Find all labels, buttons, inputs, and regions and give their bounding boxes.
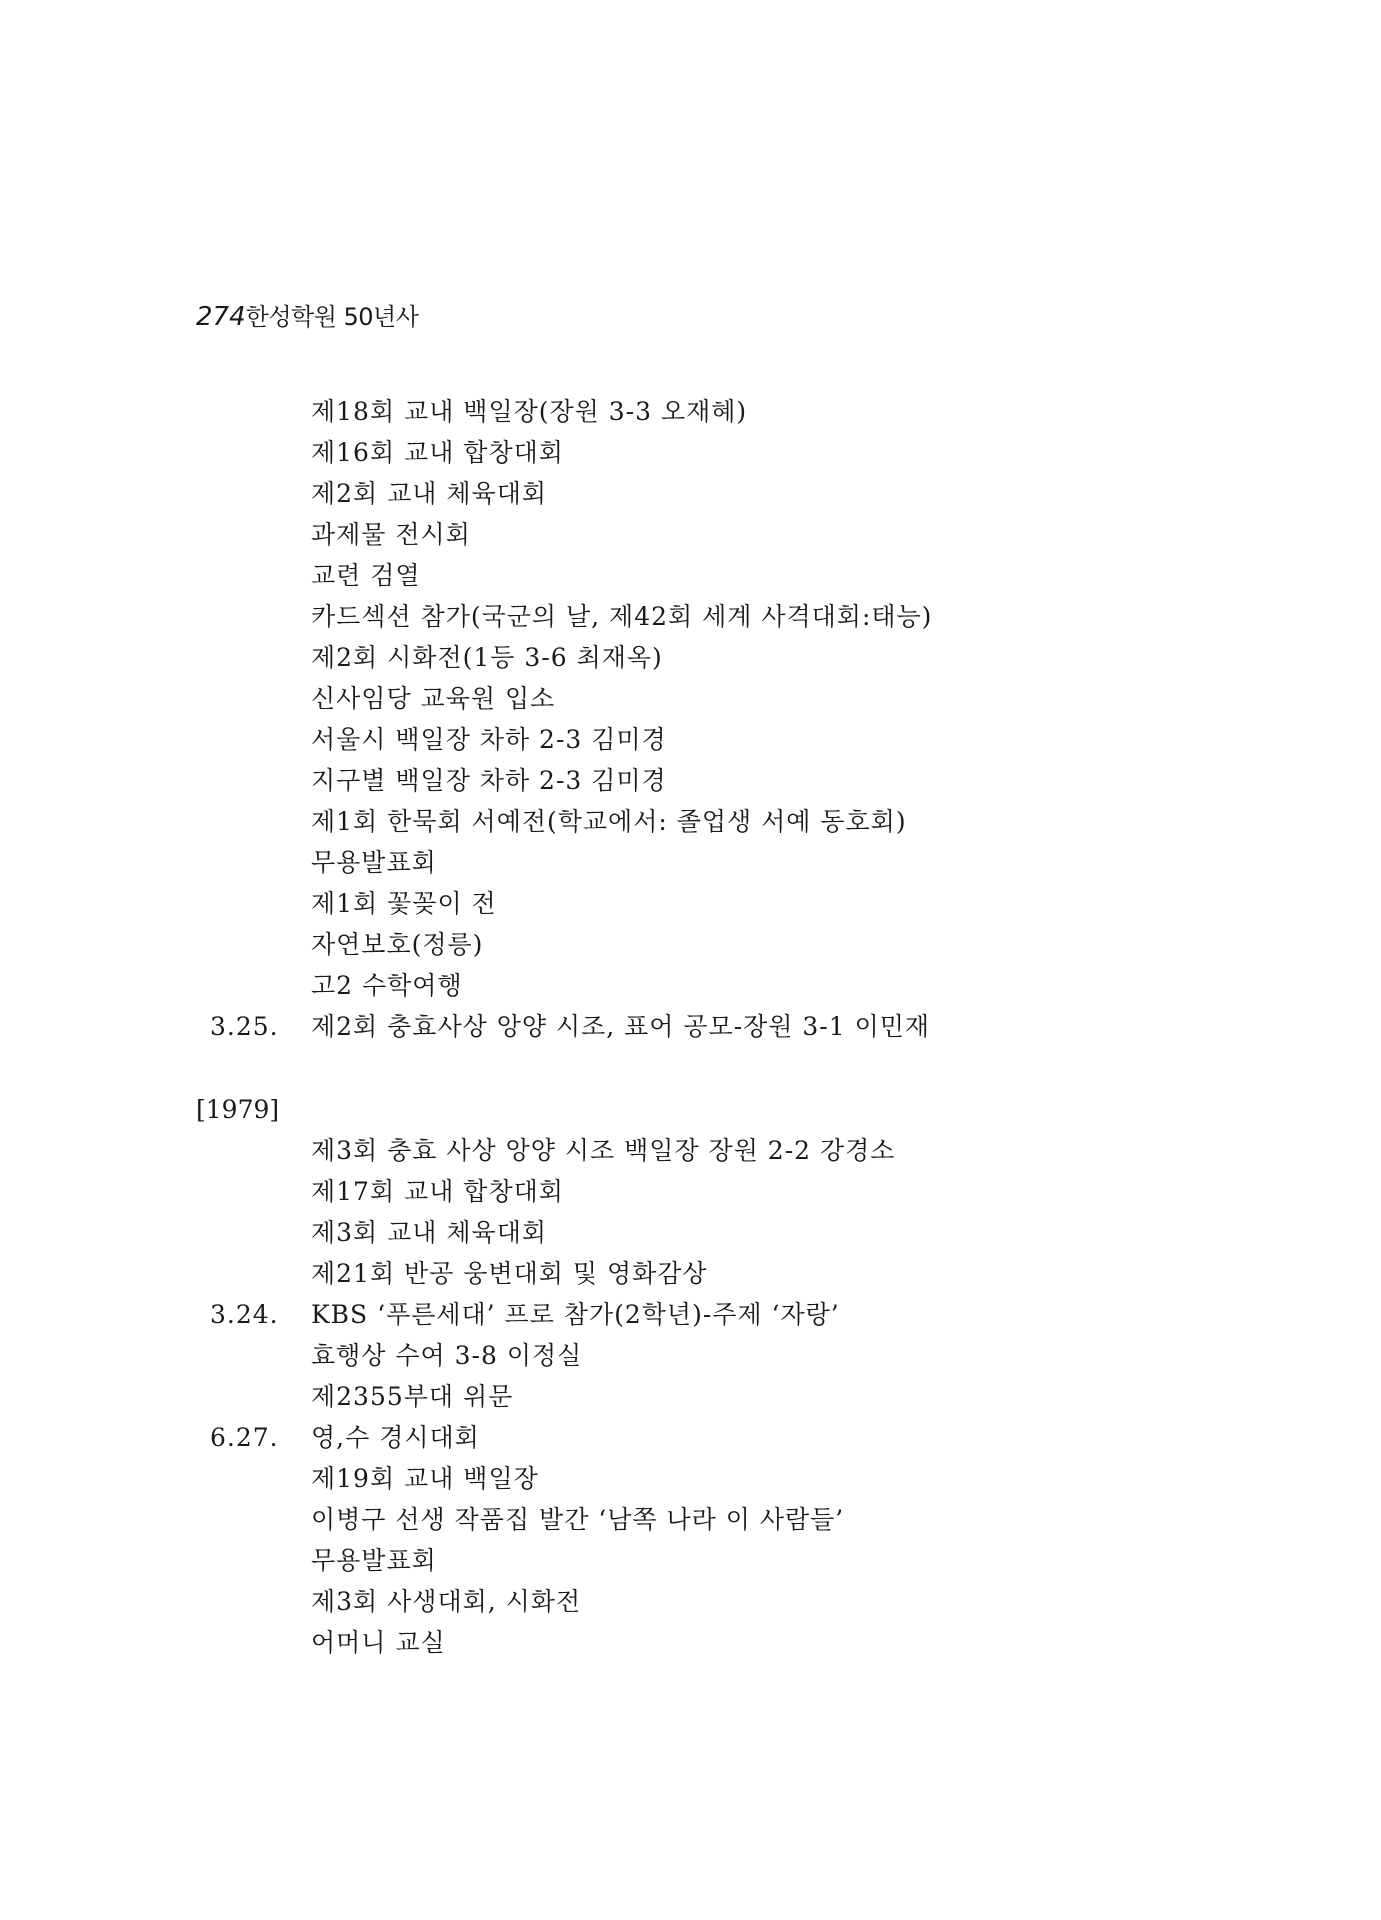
page-number: 274 — [196, 302, 246, 332]
entry-text: 카드섹션 참가(국군의 날, 제42회 세계 사격대회:태능) — [311, 602, 933, 631]
entry-text: 교련 검열 — [311, 561, 421, 590]
entry-text: 지구별 백일장 차하 2-3 김미경 — [311, 766, 667, 795]
entry-date: 3.24. — [210, 1300, 279, 1329]
entry-text: 서울시 백일장 차하 2-3 김미경 — [311, 725, 667, 754]
entry-text: 제3회 교내 체육대회 — [311, 1218, 547, 1247]
entry-text: 무용발표회 — [311, 1546, 437, 1575]
year-heading: [1979] — [196, 1095, 280, 1124]
entry-text: 영,수 경시대회 — [311, 1423, 480, 1452]
entry-text: 제18회 교내 백일장(장원 3-3 오재혜) — [311, 397, 748, 426]
entry-text: 이병구 선생 작품집 발간 ‘남쪽 나라 이 사람들’ — [311, 1505, 845, 1534]
entry-text: 신사임당 교육원 입소 — [311, 684, 556, 713]
entry-text: 제2회 시화전(1등 3-6 최재옥) — [311, 643, 663, 672]
entry-text: 제1회 꽃꽂이 전 — [311, 889, 497, 918]
entry-text: 제21회 반공 웅변대회 및 영화감상 — [311, 1259, 708, 1288]
entry-text: 제16회 교내 합창대회 — [311, 438, 564, 467]
entry-text: 제17회 교내 합창대회 — [311, 1177, 564, 1206]
entry-text: 과제물 전시회 — [311, 520, 471, 549]
entry-date: 3.25. — [210, 1012, 279, 1041]
entry-text: 제3회 충효 사상 앙양 시조 백일장 장원 2-2 강경소 — [311, 1136, 896, 1165]
entry-text: 제2355부대 위문 — [311, 1382, 514, 1411]
page-header — [196, 297, 418, 332]
book-title: 한성학원 50년사 — [245, 303, 419, 331]
entry-text: 고2 수학여행 — [311, 971, 463, 1000]
entry-text: 제1회 한묵회 서예전(학교에서: 졸업생 서예 동호회) — [311, 807, 907, 836]
entry-text: 자연보호(정릉) — [311, 930, 484, 959]
entry-text: 어머니 교실 — [311, 1628, 446, 1657]
entry-date: 6.27. — [210, 1423, 279, 1452]
entry-text: 제19회 교내 백일장 — [311, 1464, 539, 1493]
entry-text: KBS ‘푸른세대’ 프로 참가(2학년)-주제 ‘자랑’ — [311, 1300, 840, 1329]
entry-text: 제3회 사생대회, 시화전 — [311, 1587, 582, 1616]
entry-text: 제2회 충효사상 앙양 시조, 표어 공모-장원 3-1 이민재 — [311, 1012, 931, 1041]
entry-text: 무용발표회 — [311, 848, 437, 877]
entry-text: 효행상 수여 3-8 이정실 — [311, 1341, 583, 1370]
entry-text: 제2회 교내 체육대회 — [311, 479, 547, 508]
